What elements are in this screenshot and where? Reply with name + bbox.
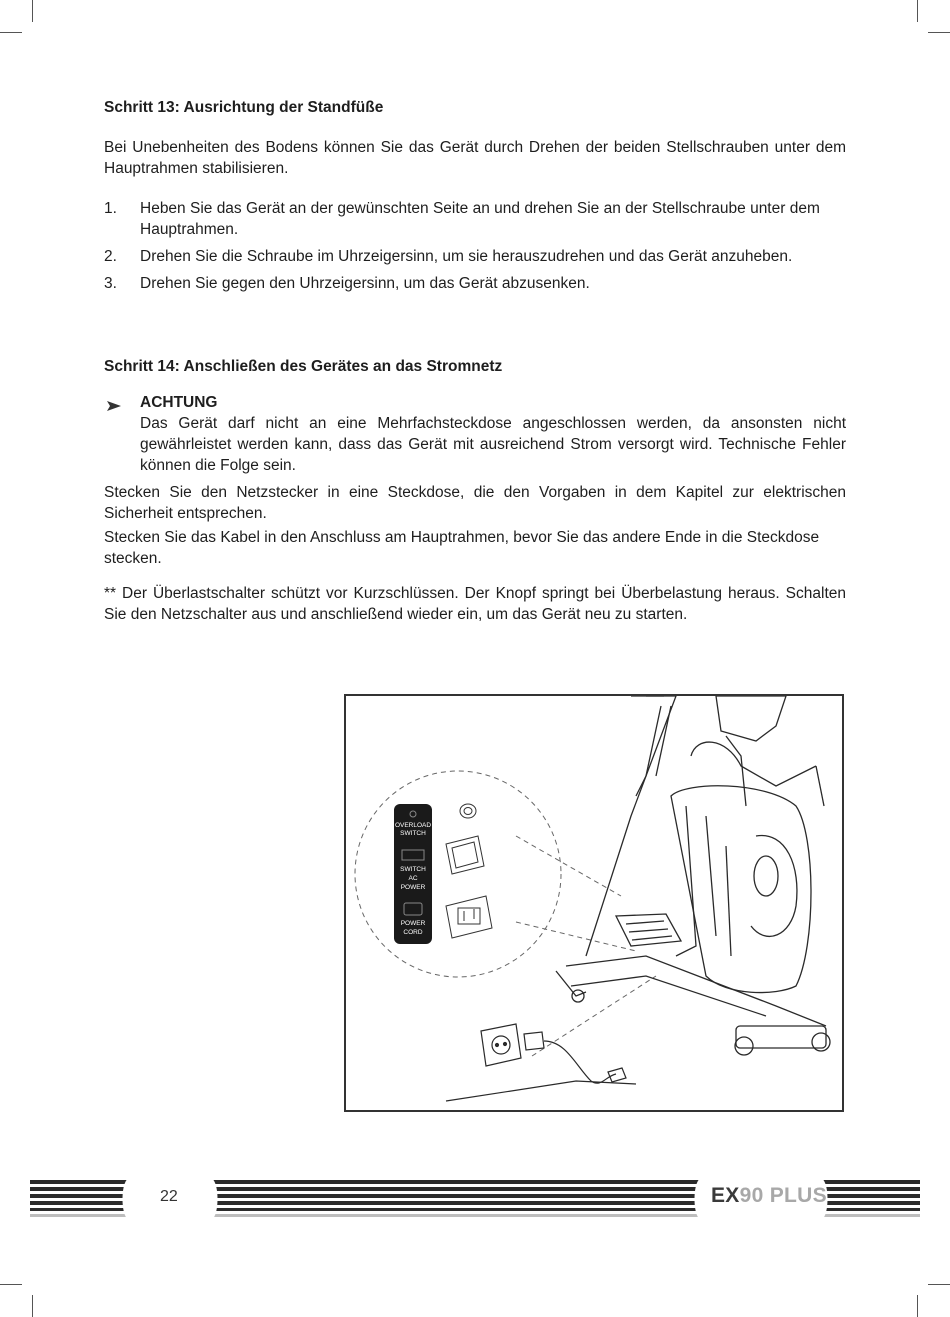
wall-socket-drawing [446, 1024, 636, 1101]
power-label: POWER [400, 884, 426, 891]
warning-block [104, 392, 846, 476]
brand-ex: EX [711, 1184, 740, 1207]
rocker-switch-part [446, 836, 484, 874]
list-item: 3. Drehen Sie gegen den Uhrzeigersinn, um das Gerät abzusenken. [104, 275, 590, 292]
step14-para2: Stecken Sie das Kabel in den Anschluss am Hauptrahmen, bevor Sie das andere Ende in die Steckdose stecken. [104, 529, 820, 567]
ac-label: AC [408, 875, 418, 882]
crop-mark [928, 1284, 950, 1285]
step13-heading: Schritt 13: Ausrichtung der Standfüße [104, 99, 384, 116]
page-number: 22 [160, 1188, 178, 1205]
crop-mark [928, 32, 950, 33]
list-item: 2. Drehen Sie die Schraube im Uhrzeigersinn, um sie herauszudrehen und das Gerät anzuheben. [104, 248, 793, 265]
brand-model: 90 PLUS [739, 1184, 827, 1207]
crop-mark [0, 32, 22, 33]
elliptical-trainer-drawing [556, 696, 830, 1055]
crop-mark [32, 1295, 33, 1317]
play-arrow-icon [107, 396, 121, 417]
crop-mark [0, 1284, 22, 1285]
step14-para1: Stecken Sie den Netzstecker in eine Steckdose, die den Vorgaben in dem Kapitel zur elektrischen Sicherheit entsprechen. [104, 484, 846, 522]
overload-label: OVERLOAD [394, 822, 432, 829]
switch-label: SWITCH [400, 866, 426, 873]
warning-text: Das Gerät darf nicht an eine Mehrfachsteckdose angeschlossen werden, da ansonsten nicht gewährleistet werden kann, dass das Gerät mit ausreichend Strom versorgt wird. Technische Fehler können die Folge sein. [140, 415, 846, 474]
warning-title: ACHTUNG [140, 394, 218, 411]
step13-list [104, 198, 846, 294]
elliptical-power-connection-figure [344, 694, 844, 1112]
socket-part [446, 896, 492, 938]
brand-logo [711, 1184, 827, 1208]
list-item: 1. Heben Sie das Gerät an der gewünschten Seite an und drehen Sie an der Stellschraube unter dem Hauptrahmen. [104, 200, 820, 238]
power-cord-label: POWER [400, 920, 426, 927]
step13-intro: Bei Unebenheiten des Bodens können Sie das Gerät durch Drehen der beiden Stellschrauben unter dem Hauptrahmen stabilisieren. [104, 139, 846, 177]
step14-para3: ** Der Überlastschalter schützt vor Kurzschlüssen. Der Knopf springt bei Überbelastung heraus. Schalten Sie den Netzschalter aus und anschließend wieder ein, um das Gerät neu zu starten. [104, 585, 846, 623]
overload-switch-label: SWITCH [400, 830, 426, 837]
page-content [104, 97, 846, 625]
crop-mark [32, 0, 33, 22]
overload-button-part [460, 804, 476, 818]
crop-mark [917, 0, 918, 22]
cord-label: CORD [403, 929, 423, 936]
crop-mark [917, 1295, 918, 1317]
step14-heading: Schritt 14: Anschließen des Gerätes an das Stromnetz [104, 358, 503, 375]
